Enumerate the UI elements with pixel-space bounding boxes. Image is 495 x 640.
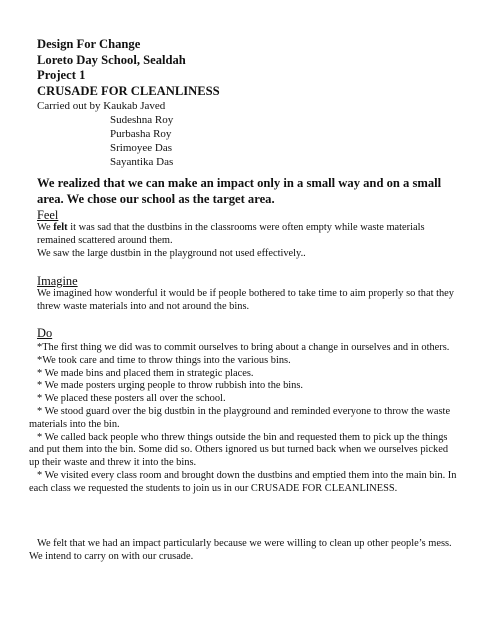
school-name: Loreto Day School, Sealdah bbox=[37, 52, 186, 67]
team-members bbox=[37, 113, 457, 169]
do-item: * We placed these posters all over the school. bbox=[37, 393, 226, 405]
feel-paragraph bbox=[37, 222, 447, 248]
do-heading: Do bbox=[37, 326, 53, 340]
team-member: Purbasha Roy bbox=[110, 128, 172, 141]
feel-bold-word: felt bbox=[53, 222, 68, 233]
do-body bbox=[29, 342, 459, 496]
do-item: * We called back people who threw things outside the bin and requested them to pick up the things and put them into the bin. Some did so. Others ignored us but turned back when we ourselves picked up their waste and threw it into the bins. bbox=[29, 431, 449, 469]
project-statement: We realized that we can make an impact only in a small way and on a small area. We chose our school as the target area. bbox=[37, 176, 442, 206]
team-member: Sayantika Das bbox=[110, 156, 174, 169]
document-header bbox=[37, 37, 457, 170]
feel-text: it was sad that the dustbins in the classrooms were often empty while waste materials remained scattered around them. bbox=[37, 222, 425, 246]
imagine-heading: Imagine bbox=[37, 274, 78, 288]
do-item: *We took care and time to throw things into the various bins. bbox=[37, 354, 291, 366]
feel-heading: Feel bbox=[37, 208, 59, 222]
team-member: Srimoyee Das bbox=[110, 142, 173, 155]
feel-body bbox=[37, 222, 447, 260]
do-item: * We made posters urging people to throw rubbish into the bins. bbox=[37, 380, 304, 392]
project-title: CRUSADE FOR CLEANLINESS bbox=[37, 83, 220, 98]
program-title: Design For Change bbox=[37, 37, 141, 51]
project-number: Project 1 bbox=[37, 68, 86, 82]
team-member: Sudeshna Roy bbox=[110, 114, 174, 127]
feel-paragraph: We saw the large dustbin in the playground not used effectively.. bbox=[37, 247, 306, 259]
do-item: * We stood guard over the big dustbin in the playground and reminded everyone to throw the waste materials into the bin. bbox=[29, 405, 451, 430]
do-item: * We made bins and placed them in strategic places. bbox=[37, 367, 254, 379]
carried-out-by: Carried out by Kaukab Javed bbox=[37, 100, 166, 112]
feel-text: We bbox=[37, 222, 54, 233]
closing-paragraph: We felt that we had an impact particularly because we were willing to clean up other people’s mess. We intend to carry on with our crusade. bbox=[29, 538, 452, 562]
imagine-body: We imagined how wonderful it would be if people bothered to take time to aim properly so that they threw waste materials into and not around the bins. bbox=[37, 288, 454, 312]
do-item: * We visited every class room and brought down the dustbins and emptied them into the main bin. In each class we requested the students to join us in our CRUSADE FOR CLEANLINESS. bbox=[29, 469, 457, 494]
do-item: *The first thing we did was to commit ourselves to bring about a change in ourselves and in others. bbox=[37, 342, 450, 353]
